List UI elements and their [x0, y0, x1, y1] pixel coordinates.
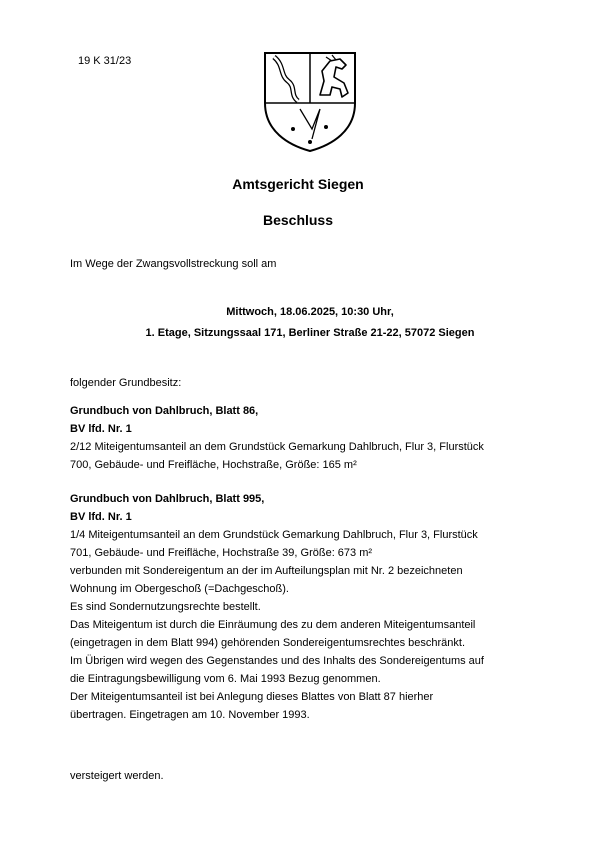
property-line: Das Miteigentum ist durch die Einräumung des zu dem anderen Miteigentumsanteil [70, 619, 476, 631]
property-line: 701, Gebäude- und Freifläche, Hochstraße 39, Größe: 673 m² [70, 547, 373, 559]
property-title: Grundbuch von Dahlbruch, Blatt 86, [70, 405, 259, 417]
intro-text: Im Wege der Zwangsvollstreckung soll am [70, 258, 277, 270]
property-line: 2/12 Miteigentumsanteil an dem Grundstück Gemarkung Dahlbruch, Flur 3, Flurstück [70, 441, 484, 453]
closing-text: versteigert werden. [70, 770, 164, 782]
property-subtitle: BV lfd. Nr. 1 [70, 423, 132, 435]
property-entry-1 [70, 402, 560, 474]
property-line: Wohnung im Obergeschoß (=Dachgeschoß). [70, 583, 289, 595]
case-reference: 19 K 31/23 [78, 55, 132, 67]
property-line: verbunden mit Sondereigentum an der im Aufteilungsplan mit Nr. 2 bezeichneten [70, 565, 463, 577]
property-line: (eingetragen in dem Blatt 994) gehörenden Sondereigentumsrechtes beschränkt. [70, 637, 466, 649]
property-line: Es sind Sondernutzungsrechte bestellt. [70, 601, 261, 613]
property-line: übertragen. Eingetragen am 10. November 1993. [70, 709, 310, 721]
appointment-location: 1. Etage, Sitzungssaal 171, Berliner Straße 21-22, 57072 Siegen [145, 327, 475, 339]
property-intro: folgender Grundbesitz: [70, 377, 182, 389]
property-line: Der Miteigentumsanteil ist bei Anlegung dieses Blattes von Blatt 87 hierher [70, 691, 434, 703]
appointment-datetime: Mittwoch, 18.06.2025, 10:30 Uhr, [226, 306, 394, 318]
property-line: 700, Gebäude- und Freifläche, Hochstraße, Größe: 165 m² [70, 459, 357, 471]
property-line: Im Übrigen wird wegen des Gegenstandes und des Inhalts des Sondereigentums auf [70, 655, 484, 667]
property-subtitle: BV lfd. Nr. 1 [70, 511, 132, 523]
coat-of-arms-nrw [260, 47, 360, 153]
court-name: Amtsgericht Siegen [232, 176, 364, 192]
property-line: die Eintragungsbewilligung vom 6. Mai 1993 Bezug genommen. [70, 673, 381, 685]
document-type: Beschluss [262, 212, 334, 228]
property-entry-2 [70, 490, 560, 724]
property-title: Grundbuch von Dahlbruch, Blatt 995, [70, 493, 265, 505]
property-line: 1/4 Miteigentumsanteil an dem Grundstück Gemarkung Dahlbruch, Flur 3, Flurstück [70, 529, 478, 541]
